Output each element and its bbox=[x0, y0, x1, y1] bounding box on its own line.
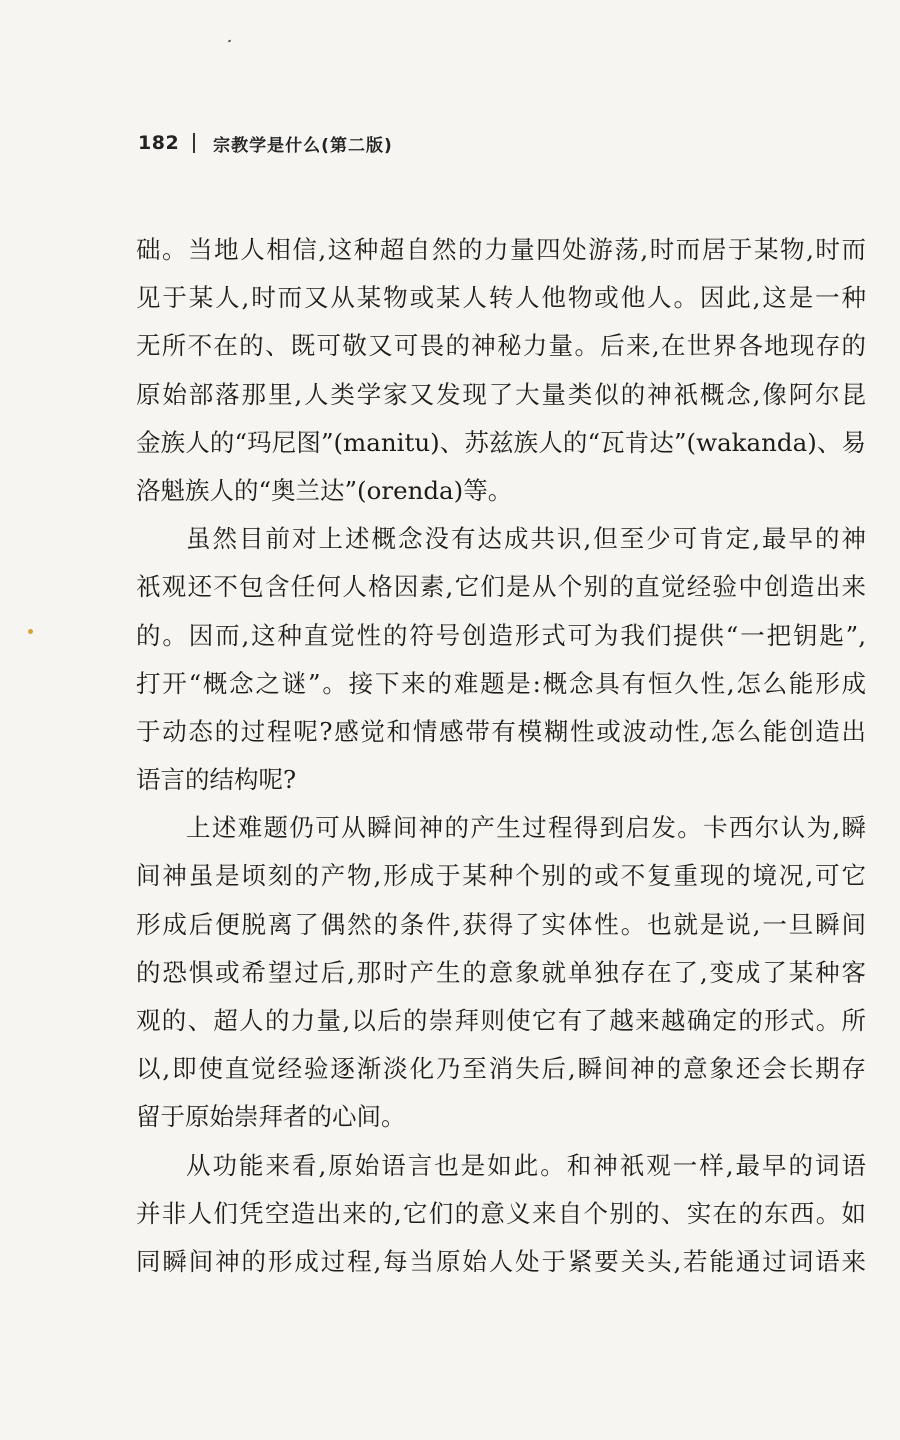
text-line: 础。当地人相信,这种超自然的力量四处游荡,时而居于某物,时而 bbox=[136, 235, 866, 264]
text-line: 留于原始崇拜者的心间。 bbox=[136, 1102, 406, 1132]
text-line: 同瞬间神的形成过程,每当原始人处于紧要关头,若能通过词语来 bbox=[136, 1246, 866, 1276]
text-line: 见于某人,时而又从某物或某人转人他物或他人。因此,这是一种 bbox=[136, 283, 866, 313]
body-text bbox=[136, 232, 866, 1292]
text-line: 上述难题仍可从瞬间神的产生过程得到启发。卡西尔认为,瞬 bbox=[186, 813, 866, 843]
text-line: 金族人的“玛尼图”(manitu)、苏兹族人的“瓦肯达”(wakanda)、易 bbox=[136, 427, 866, 457]
text-line: 的。因而,这种直觉性的符号创造形式可为我们提供“一把钥匙”, bbox=[136, 620, 866, 650]
text-line: 间神虽是顷刻的产物,形成于某种个别的或不复重现的境况,可它 bbox=[136, 861, 866, 891]
text-line: 语言的结构呢? bbox=[136, 765, 297, 795]
paper-stain bbox=[28, 629, 33, 634]
text-line: 并非人们凭空造出来的,它们的意义来自个别的、实在的东西。如 bbox=[136, 1198, 866, 1228]
page-number: 182 bbox=[138, 132, 180, 154]
text-line: 打开“概念之谜”。接下来的难题是:概念具有恒久性,怎么能形成 bbox=[136, 668, 866, 698]
text-line: 的恐惧或希望过后,那时产生的意象就单独存在了,变成了某种客 bbox=[136, 957, 866, 987]
text-line: 无所不在的、既可敬又可畏的神秘力量。后来,在世界各地现存的 bbox=[136, 331, 866, 361]
text-line: 观的、超人的力量,以后的崇拜则使它有了越来越确定的形式。所 bbox=[136, 1006, 866, 1035]
header-divider bbox=[193, 133, 195, 153]
ink-speck bbox=[228, 39, 232, 42]
book-title: 宗教学是什么(第二版) bbox=[213, 135, 393, 156]
text-line: 虽然目前对上述概念没有达成共识,但至少可肯定,最早的神 bbox=[186, 524, 866, 554]
text-line: 原始部落那里,人类学家又发现了大量类似的神祇概念,像阿尔昆 bbox=[136, 379, 866, 409]
text-line: 祇观还不包含任何人格因素,它们是从个别的直觉经验中创造出来 bbox=[136, 572, 866, 602]
text-line: 于动态的过程呢?感觉和情感带有模糊性或波动性,怎么能创造出 bbox=[136, 716, 866, 746]
text-line: 以,即使直觉经验逐渐淡化乃至消失后,瞬间神的意象还会长期存 bbox=[136, 1054, 866, 1084]
running-header bbox=[138, 128, 393, 158]
text-line: 从功能来看,原始语言也是如此。和神祇观一样,最早的词语 bbox=[186, 1150, 866, 1180]
text-line: 形成后便脱离了偶然的条件,获得了实体性。也就是说,一旦瞬间 bbox=[136, 909, 866, 939]
text-line: 洛魁族人的“奥兰达”(orenda)等。 bbox=[136, 475, 513, 505]
